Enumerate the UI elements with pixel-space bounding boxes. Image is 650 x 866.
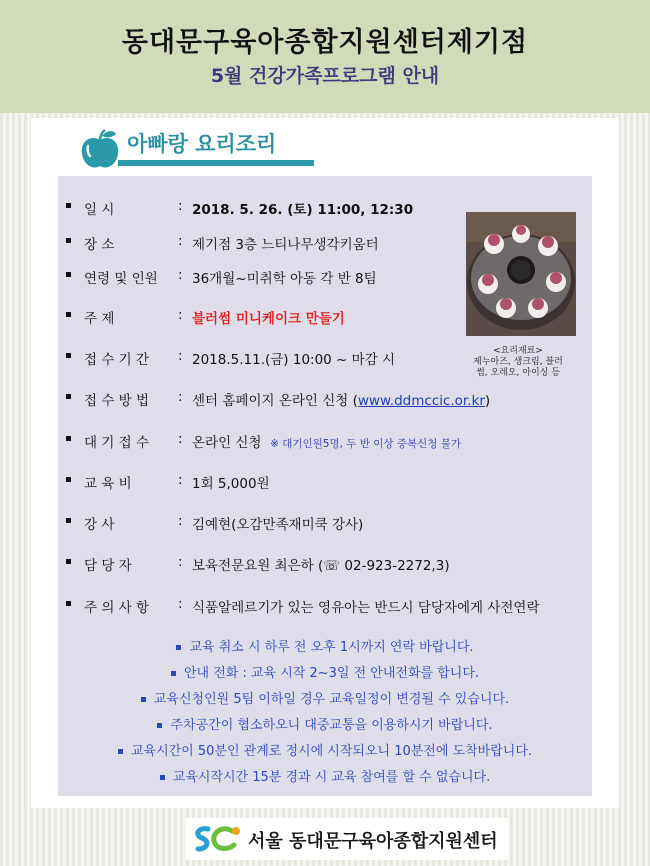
notice-text: 교육시작시간 15분 경과 시 교육 참여를 할 수 없습니다. [172,770,491,785]
bullet [66,312,71,317]
row-label: 장 소 [84,237,115,253]
cake-photo [466,212,576,336]
homepage-link[interactable]: www.ddmccic.or.kr [357,393,485,409]
method-text-end: ) [484,393,491,409]
row-value: 1회 5,000원 [192,476,270,492]
colon: : [178,513,183,529]
center-title: 동대문구육아종합지원센터제기점 [121,27,529,58]
colon: : [178,233,183,249]
colon: : [178,307,183,323]
notice-text: 안내 전화 : 교육 시작 2~3일 전 안내전화를 합니다. [183,666,480,681]
row-label: 대 기 접 수 [84,435,150,451]
bullet [66,394,71,399]
notice-item [66,714,584,733]
bullet [66,353,71,358]
method-text: 센터 홈페이지 온라인 신청 ( [192,393,358,409]
colon: : [178,431,183,447]
header-banner [0,0,650,113]
row-label: 강 사 [84,517,115,533]
notice-item [66,688,584,707]
notice-item [66,662,584,681]
row-value: 2018. 5. 26. (토) 11:00, 12:30 [192,202,414,218]
notice-bullet [176,645,181,650]
row-label: 접 수 기 간 [84,352,150,368]
waitlist-note: ※ 대기인원5명, 두 반 이상 중복신청 불가 [270,438,462,450]
program-subtitle: 5월 건강가족프로그램 안내 [210,65,440,87]
notice-text: 교육신청인원 5팀 이하일 경우 교육일정이 변경될 수 있습니다. [153,692,510,707]
row-value: 블러썸 미니케이크 만들기 [192,311,345,327]
row-value: 김예현(오감만족재미쿡 강사) [192,517,364,533]
notice-text: 교육 취소 시 하루 전 오후 1시까지 연락 바랍니다. [189,640,474,655]
colon: : [178,348,183,364]
caption-line: 제누아즈, 생크림, 블러 [473,357,563,367]
notice-text: 교육시간이 50분인 관계로 정시에 시작되오니 10분전에 도착바랍니다. [130,744,533,759]
center-logo-icon [192,823,244,855]
notice-text: 주차공간이 협소하오니 대중교통을 이용하시기 바랍니다. [170,718,493,733]
caption-line: <요리재료> [493,346,543,356]
bullet [66,436,71,441]
row-value [192,389,490,409]
section-title: 아빠랑 요리조리 [127,132,277,156]
notice-bullet [141,697,146,702]
bullet [66,238,71,243]
row-label: 담 당 자 [84,558,132,574]
row-label: 교 육 비 [84,476,132,492]
row-label: 주 제 [84,311,115,327]
bullet [66,601,71,606]
notice-item [66,740,584,759]
row-label: 일 시 [84,202,115,218]
bullet [66,272,71,277]
row-value [192,431,461,451]
caption-line: 썸, 오레오, 아이싱 등 [476,368,560,378]
waitlist-text: 온라인 신청 [192,435,262,451]
bullet [66,559,71,564]
center-name: 서울 동대문구육아종합지원센터 [248,831,498,852]
row-value: 식품알레르기가 있는 영유아는 반드시 담당자에게 사전연락 [192,600,540,616]
row-label: 연령 및 인원 [84,271,158,287]
colon: : [178,198,183,214]
notice-item [66,766,584,785]
row-label: 접 수 방 법 [84,393,150,409]
colon: : [178,554,183,570]
bullet [66,477,71,482]
apple-icon [78,128,122,172]
photo-caption [455,346,581,379]
notice-bullet [157,723,162,728]
title-underline [118,160,314,166]
colon: : [178,267,183,283]
notice-bullet [160,775,165,780]
row-value: 제기점 3층 느티나무생각키움터 [192,237,379,253]
bullet [66,518,71,523]
colon: : [178,389,183,405]
row-value: 2018.5.11.(금) 10:00 ~ 마감 시 [192,352,396,368]
colon: : [178,472,183,488]
row-value: 36개월~미취학 아동 각 반 8팀 [192,271,377,287]
row-value: 보육전문요원 최은하 (☏ 02-923-2272,3) [192,558,450,574]
bullet [66,203,71,208]
notice-item [66,636,584,655]
row-label: 주 의 사 항 [84,600,150,616]
notice-bullet [171,671,176,676]
colon: : [178,596,183,612]
notice-bullet [118,749,123,754]
